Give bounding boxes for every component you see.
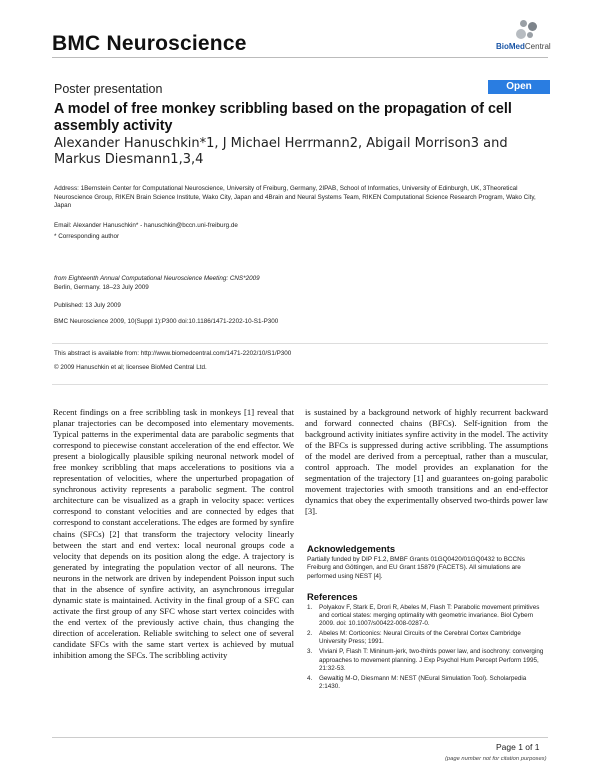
email: Email: Alexander Hanuschkin* - hanuschkin@bccn.uni-freiburg.de xyxy=(54,222,238,229)
reference-item: 2. Abeles M: Corticonics: Neural Circuits of the Cerebral Cortex Cambridge University Press; 1991. xyxy=(307,630,521,646)
reference-item: 3. Viviani P, Flash T: Mininum-jerk, two-thirds power law, and isochrony: converging approaches to movement planning. J Exp Psychol Hum Percept Perform 1995, 21:32-53. xyxy=(307,648,544,672)
page-note: (page number not for citation purposes) xyxy=(445,756,547,762)
journal-title: BMC Neuroscience xyxy=(52,32,247,55)
article-type: Poster presentation xyxy=(54,82,163,96)
references-list xyxy=(307,604,547,693)
references-heading: References xyxy=(307,591,358,602)
acknowledgements-heading: Acknowledgements xyxy=(307,543,396,554)
meta-rule xyxy=(52,343,548,344)
meeting-line: from Eighteenth Annual Computational Neuroscience Meeting: CNS*2009 xyxy=(54,275,260,282)
biomed-central-logo xyxy=(488,20,558,54)
reference-item: 1. Polyakov F, Stark E, Drori R, Abeles M, Flash T: Parabolic movement primitives and cortical states: merging optimality with geometric invariance. Biol Cybern 2009. doi: 10.1007/s00422-008-0287-0. xyxy=(307,604,540,628)
meeting-place: Berlin, Germany. 18–23 July 2009 xyxy=(54,284,149,291)
body-rule xyxy=(52,384,548,385)
body-right-column: is sustained by a background network of highly recurrent backward and forward connected chains (BFCs). Self-ignition from the background activity initiates synfire activity in the model. The activity of the BFCs is suppressed during active scribbling. The assumptions of the model are derived from a perceptual, rather than a muscular, control approach. The model provides an explanation for the segmentation of the trajectory [1] and guarantees on-going parabolic movement trajectories with smooth transitions and an end-effector dynamics that obey the experimentally observed two-thirds power law [3]. xyxy=(305,407,548,517)
acknowledgements-text: Partially funded by DIP F1.2, BMBF Grants 01GQ0420/01GQ0432 to BCCNs Freiburg and Göttingen, and EU Grant 15879 (FACETS). All simulations are performed using NEST [4]. xyxy=(307,556,525,580)
footer-rule xyxy=(52,737,548,738)
address: Address: 1Bernstein Center for Computational Neuroscience, University of Freiburg, Germany, 2IPAB, School of Informatics, University of Edinburgh, UK, 3Theoretical Neuroscience Group, RIKEN Brain Science Institute, Wako City, Japan and 4Brain and Neural Systems Team, RIKEN Computational Science Research Program, Wako City, Japan xyxy=(54,185,536,209)
body-left-column: Recent findings on a free scribbling task in monkeys [1] reveal that planar trajectories can be decomposed into elementary movements. Typical patterns in the experimental data are parabolic segments that correspond to piecewise constant acceleration of the end effector. We present a biologically plausible spiking neuronal network model of free monkey scribbling that maps accelerations to positions via a representation of velocities, where the unperturbed propagation of synchronous activity represents a parabolic segment. The control architecture can be visualized as a graph in velocity space: vertices correspond to constant velocities and are connected by edges that correspond to constant accelerations. The edges are formed by synfire chains (SFCs) [2] that transform the trajectory velocity linearly between the start and end vertex: local neuronal groups code a velocity that depends on its position along the edge. A trajectory is generated by integrating the population vector of all neurons. The neurons in the network are driven by independent Poisson input such that in the absence of synfire activity, an asynchronous irregular dynamic state is maintained. Activity in the final group of a SFC can activate the first group of any SFC whose start vertex coincides with the end vertex of the previously active chain, thus changing the direction of acceleration. Reliable switching to select one of several candidate SFCs with the same start vertex is achieved by mutual inhibition among the SFCs. The scribbling activity xyxy=(53,407,294,661)
article-authors: Alexander Hanuschkin*1, J Michael Herrmann2, Abigail Morrison3 and Markus Diesmann1,3,4 xyxy=(54,136,508,167)
reference-item: 4. Gewaltig M-O, Diesmann M: NEST (NEural Simulation Tool). Scholarpedia 2:1430. xyxy=(307,674,527,690)
published-date: Published: 13 July 2009 xyxy=(54,302,121,309)
corresponding-author: * Corresponding author xyxy=(54,233,120,240)
open-access-badge: Open Access xyxy=(488,80,550,94)
logo-central-text: Central xyxy=(524,42,551,51)
logo-bio-text: BioMed xyxy=(496,42,525,51)
copyright: © 2009 Hanuschkin et al; licensee BioMed Central Ltd. xyxy=(54,364,207,371)
citation: BMC Neuroscience 2009, 10(Suppl 1):P300 doi:10.1186/1471-2202-10-S1-P300 xyxy=(54,318,279,325)
available-from: This abstract is available from: http://www.biomedcentral.com/1471-2202/10/S1/P300 xyxy=(54,350,292,357)
page-number: Page 1 of 1 xyxy=(496,742,540,752)
article-title: A model of free monkey scribbling based on the propagation of cell assembly activity xyxy=(54,101,512,134)
header-rule xyxy=(52,57,548,58)
